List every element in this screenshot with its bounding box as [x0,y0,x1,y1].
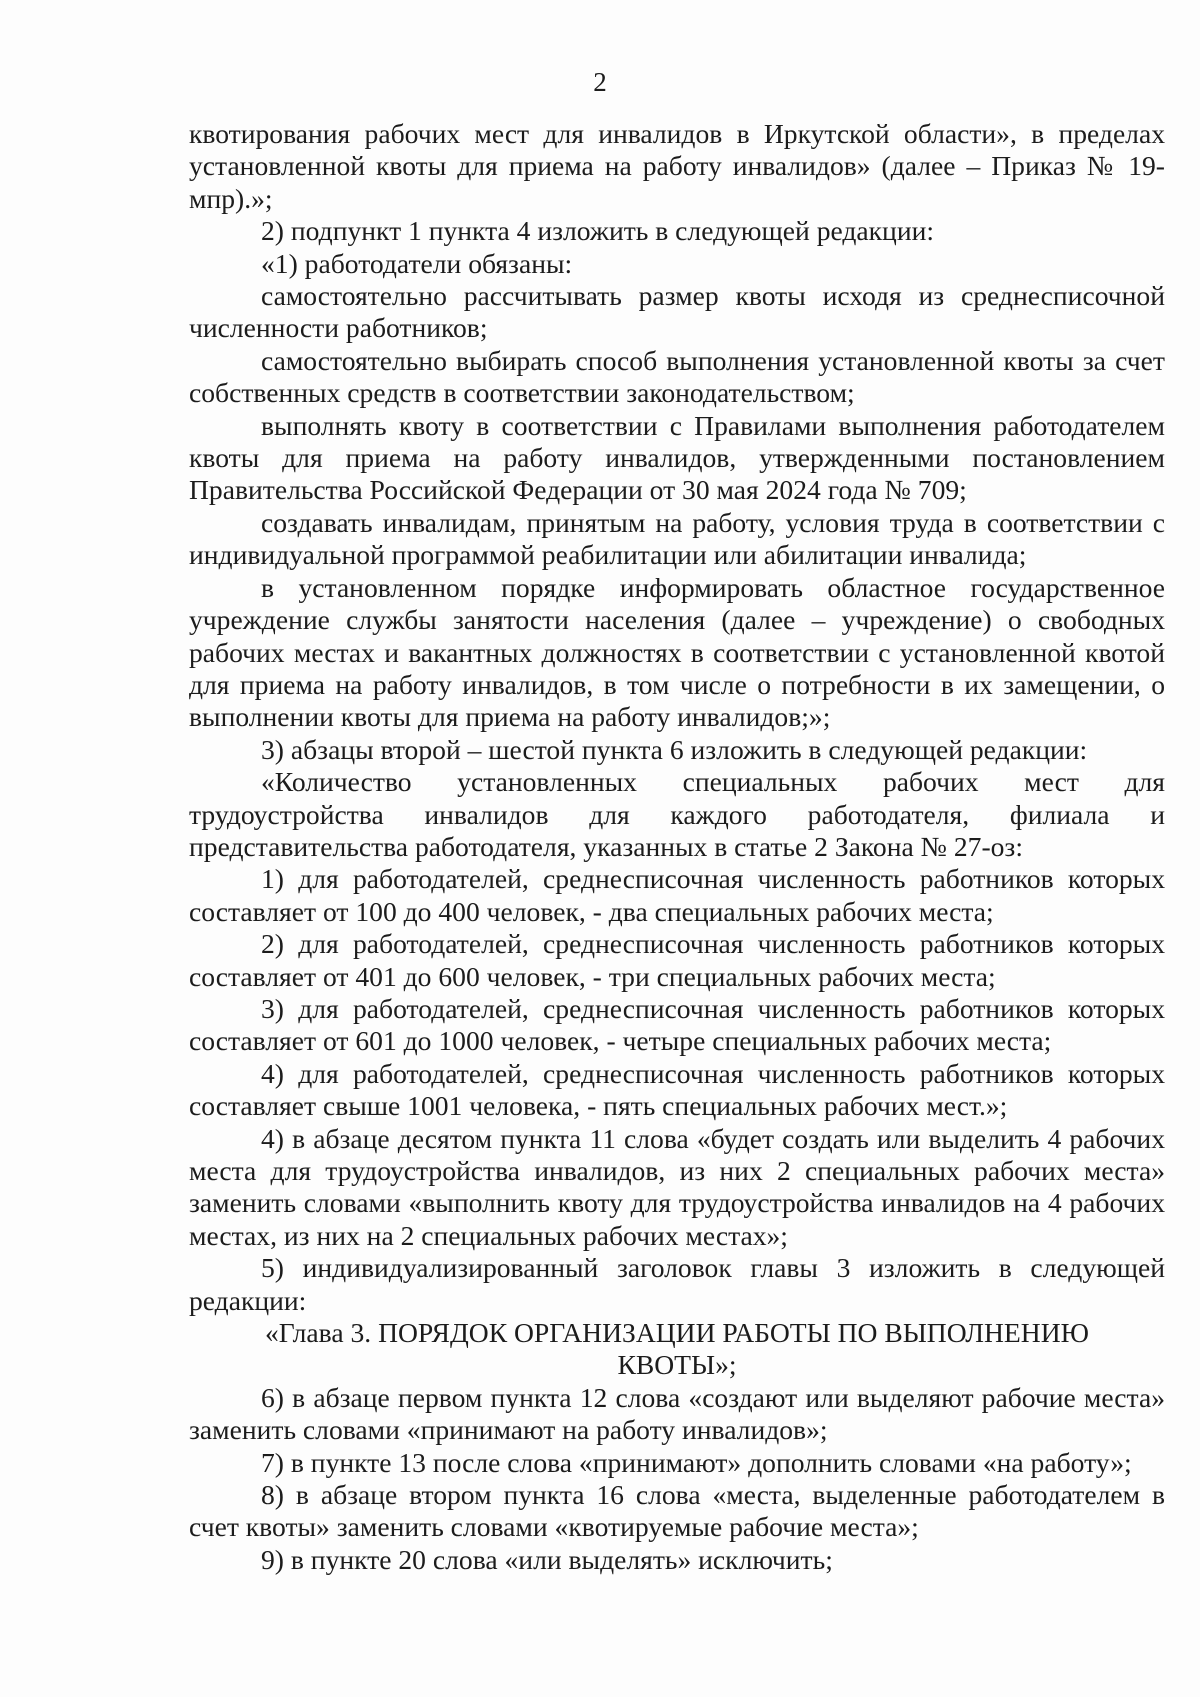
paragraph: в установленном порядке информировать областное государственное учреждение службы занятости населения (далее – учреждение) о свободных рабочих местах и вакантных должностях в соответствии с установленной квотой для приема на работу инвалидов, в том числе о потребности в их замещении, о выполнении квоты для приема на работу инвалидов;»; [189,571,1165,733]
paragraph: выполнять квоту в соответствии с Правилами выполнения работодателем квоты для приема на работу инвалидов, утвержденными постановлением Правительства Российской Федерации от 30 мая 2024 года № 709; [189,409,1165,506]
paragraph: 3) абзацы второй – шестой пункта 6 изложить в следующей редакции: [261,733,1088,765]
document-body [189,118,1165,1576]
paragraph: 3) для работодателей, среднесписочная численность работников которых составляет от 601 до 1000 человек, - четыре специальных рабочих места; [189,992,1165,1057]
paragraph: 2) для работодателей, среднесписочная численность работников которых составляет от 401 до 600 человек, - три специальных рабочих места; [189,928,1165,992]
paragraph: 5) индивидуализированный заголовок главы 3 изложить в следующей редакции: [189,1252,1165,1316]
paragraph: самостоятельно выбирать способ выполнения установленной квоты за счет собственных средств в соответствии законодательством; [189,344,1165,409]
paragraph: квотирования рабочих мест для инвалидов в Иркутской области», в пределах установленной квоты для приема на работу инвалидов» (далее – Приказ № 19-мпр).»; [189,118,1165,214]
page-number: 2 [593,67,607,97]
paragraph: 4) в абзаце десятом пункта 11 слова «будет создать или выделить 4 рабочих места для трудоустройства инвалидов, из них 2 специальных рабочих места» заменить словами «выполнить квоту для трудоустройства инвалидов на 4 рабочих местах, из них на 2 специальных рабочих местах»; [189,1122,1165,1251]
paragraph: 6) в абзаце первом пункта 12 слова «создают или выделяют рабочие места» заменить словами «принимают на работу инвалидов»; [189,1381,1165,1446]
paragraph: 9) в пункте 20 слова «или выделять» исключить; [261,1543,833,1575]
paragraph: 7) в пункте 13 после слова «принимают» дополнить словами «на работу»; [261,1446,1132,1478]
chapter-heading: «Глава 3. ПОРЯДОК ОРГАНИЗАЦИИ РАБОТЫ ПО ВЫПОЛНЕНИЮ КВОТЫ»; [264,1317,1089,1381]
paragraph: 8) в абзаце втором пункта 16 слова «места, выделенные работодателем в счет квоты» заменить словами «квотируемые рабочие места»; [189,1479,1165,1543]
paragraph: самостоятельно рассчитывать размер квоты исходя из среднесписочной численности работников; [189,280,1165,344]
paragraph: 1) для работодателей, среднесписочная численность работников которых составляет от 100 до 400 человек, - два специальных рабочих места; [189,863,1165,927]
paragraph: 2) подпункт 1 пункта 4 изложить в следующей редакции: [261,215,935,247]
paragraph: «1) работодатели обязаны: [261,247,573,279]
paragraph: создавать инвалидам, принятым на работу, условия труда в соответствии с индивидуальной программой реабилитации или абилитации инвалида; [189,506,1165,571]
paragraph: 4) для работодателей, среднесписочная численность работников которых составляет свыше 1001 человека, - пять специальных рабочих мест.»; [189,1057,1165,1122]
paragraph: «Количество установленных специальных рабочих мест для трудоустройства инвалидов для каждого работодателя, филиала и представительства работодателя, указанных в статье 2 Закона № 27-оз: [189,766,1165,862]
